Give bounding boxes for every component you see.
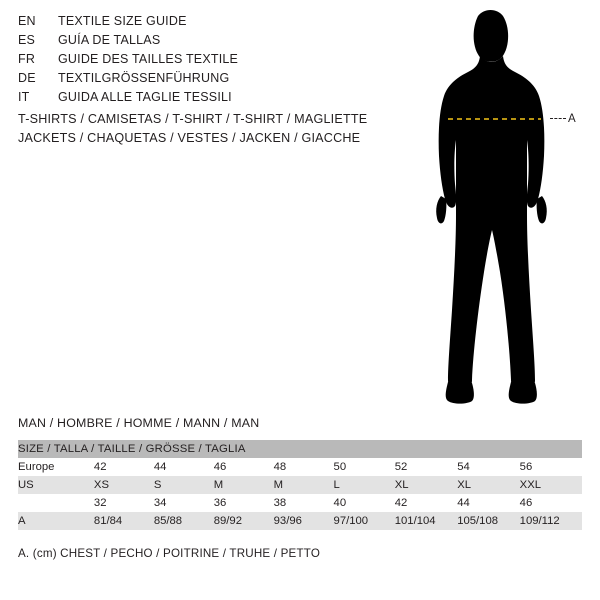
cell-value: M — [213, 479, 224, 491]
cell-value: XS — [93, 479, 109, 491]
cell-value: 46 — [213, 461, 227, 473]
male-silhouette-icon — [400, 10, 600, 410]
cell-value: XXL — [519, 479, 542, 491]
row-label-us-numeric — [18, 494, 94, 512]
cell-value: 40 — [333, 497, 347, 509]
cell-value: 105/108 — [457, 515, 499, 527]
cell-value: L — [333, 479, 340, 491]
table-row — [18, 476, 582, 494]
language-row — [18, 33, 388, 52]
cell-value: S — [153, 479, 162, 491]
table-row — [18, 494, 582, 512]
cell-value: 81/84 — [93, 515, 123, 527]
table-row — [18, 512, 582, 530]
body-figure — [400, 10, 600, 410]
cell-value: 48 — [273, 461, 287, 473]
footnote-chest: A. (cm) CHEST / PECHO / POITRINE / TRUHE / PETTO — [18, 547, 321, 560]
category-line-tshirts: T-SHIRTS / CAMISETAS / T-SHIRT / T-SHIRT / MAGLIETTE — [18, 112, 368, 126]
cell-value: 42 — [93, 461, 107, 473]
cell-value: 32 — [93, 497, 107, 509]
cell-value: 42 — [394, 497, 408, 509]
cell-value: 89/92 — [213, 515, 242, 527]
cell-value: 54 — [457, 461, 470, 473]
measure-leader-line — [550, 118, 566, 120]
row-label-a: A — [18, 515, 26, 527]
table-row — [18, 458, 582, 476]
cell-value: 50 — [333, 461, 347, 473]
table-title: MAN / HOMBRE / HOMME / MANN / MAN — [18, 416, 260, 430]
row-label-europe: Europe — [18, 461, 55, 473]
cell-value: 109/112 — [519, 515, 560, 527]
cell-value: XL — [394, 479, 409, 491]
cell-value: 46 — [519, 497, 533, 509]
language-code: IT — [18, 90, 30, 104]
language-text: GUIDA ALLE TAGLIE TESSILI — [58, 90, 232, 104]
language-text: GUÍA DE TALLAS — [58, 33, 161, 47]
table-header-row — [18, 440, 582, 458]
size-table — [18, 440, 582, 530]
cell-value: 44 — [457, 497, 470, 509]
language-list — [18, 14, 388, 109]
cell-value: 97/100 — [333, 515, 369, 527]
cell-value: 93/96 — [273, 515, 302, 527]
language-text: GUIDE DES TAILLES TEXTILE — [58, 52, 239, 66]
language-code: ES — [18, 33, 36, 47]
cell-value: 85/88 — [153, 515, 183, 527]
cell-value: 56 — [519, 461, 533, 473]
language-text: TEXTILGRÖSSENFÜHRUNG — [58, 71, 230, 85]
cell-value: 38 — [273, 497, 287, 509]
language-text: TEXTILE SIZE GUIDE — [58, 14, 187, 28]
row-label-us: US — [18, 479, 34, 491]
language-row — [18, 52, 388, 71]
table-header-label: SIZE / TALLA / TAILLE / GRÖSSE / TAGLIA — [18, 443, 246, 455]
cell-value: 101/104 — [394, 515, 436, 527]
language-row — [18, 14, 388, 33]
measure-label-a: A — [568, 113, 576, 125]
language-code: DE — [18, 71, 36, 85]
cell-value: 52 — [394, 461, 408, 473]
language-row — [18, 71, 388, 90]
cell-value: 34 — [153, 497, 167, 509]
cell-value: M — [273, 479, 284, 491]
language-code: EN — [18, 14, 36, 28]
language-row — [18, 90, 388, 109]
cell-value: 44 — [153, 461, 167, 473]
category-list — [18, 110, 418, 148]
cell-value: XL — [457, 479, 472, 491]
language-code: FR — [18, 52, 36, 66]
category-line-jackets: JACKETS / CHAQUETAS / VESTES / JACKEN / GIACCHE — [18, 131, 361, 145]
cell-value: 36 — [213, 497, 227, 509]
